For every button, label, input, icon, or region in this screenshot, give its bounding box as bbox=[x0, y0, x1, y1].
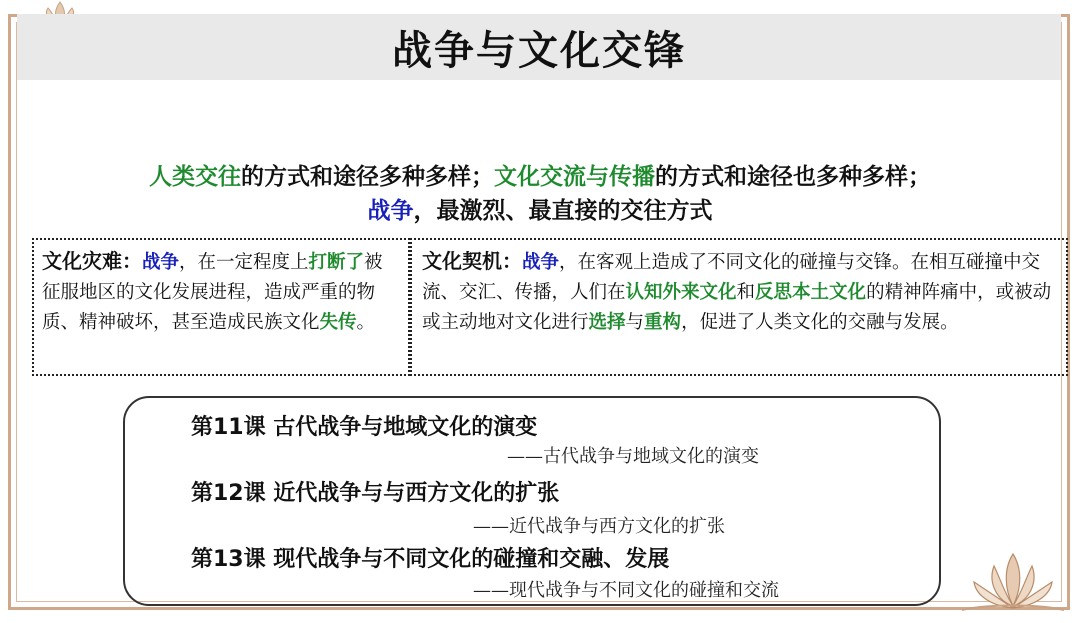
intro-line-1 bbox=[20, 160, 1060, 194]
highlight-term: 重构 bbox=[644, 312, 682, 333]
lesson-title: 第13课 现代战争与不同文化的碰撞和交融、发展 bbox=[191, 547, 670, 572]
intro-phrase: 文化交流与传播 bbox=[494, 164, 655, 190]
box-text: 的精神阵痛中，或被动或主动地对文化进行 bbox=[422, 282, 1052, 333]
box-heading: 文化契机： bbox=[422, 249, 522, 273]
box-text: ，在一定程度上 bbox=[179, 252, 309, 273]
box-text: 与 bbox=[625, 312, 645, 333]
lesson-subtitle: ——现代战争与不同文化的碰撞和交流 bbox=[473, 580, 779, 601]
intro-phrase: ，最激烈、最直接的交往方式 bbox=[413, 198, 713, 224]
lesson-title: 第12课 近代战争与与西方文化的扩张 bbox=[191, 481, 560, 506]
cultural-disaster-box bbox=[32, 238, 410, 376]
keyword-war: 战争 bbox=[522, 252, 560, 273]
highlight-term: 认知外来文化 bbox=[625, 282, 737, 303]
highlight-term: 反思本土文化 bbox=[755, 282, 867, 303]
lesson-subtitle: ——近代战争与西方文化的扩张 bbox=[473, 516, 725, 537]
intro-phrase: 战争 bbox=[367, 198, 414, 224]
intro-phrase: 的方式和途径多种多样； bbox=[241, 164, 494, 190]
intro-paragraph bbox=[20, 160, 1060, 228]
cultural-opportunity-box bbox=[410, 238, 1068, 376]
lotus-flower-icon bbox=[958, 548, 1068, 618]
highlight-term: 失传 bbox=[319, 312, 357, 333]
box-text: 被征服地区的文化发展进程，造成严重的物质、精神破坏，甚至造成民族文化 bbox=[42, 252, 383, 333]
box-text: 。 bbox=[356, 312, 376, 333]
box-text: ，促进了人类文化的交融与发展。 bbox=[681, 312, 959, 333]
lesson-subtitle: ——古代战争与地域文化的演变 bbox=[507, 446, 759, 467]
intro-phrase: 人类交往 bbox=[149, 164, 241, 190]
lesson-title: 第11课 古代战争与地域文化的演变 bbox=[191, 415, 538, 440]
box-heading: 文化灾难： bbox=[42, 249, 142, 273]
highlight-term: 打断了 bbox=[308, 252, 365, 273]
box-text: 和 bbox=[736, 282, 756, 303]
page-title: 战争与文化交锋 bbox=[392, 27, 686, 74]
intro-line-2 bbox=[20, 194, 1060, 228]
box-text: ，在客观上造成了不同文化的碰撞与交锋。在相互碰撞中交流、交汇、传播，人们在 bbox=[422, 252, 1041, 303]
highlight-term: 选择 bbox=[588, 312, 626, 333]
intro-phrase: 的方式和途径也多种多样； bbox=[655, 164, 931, 190]
title-band bbox=[17, 14, 1061, 80]
lesson-list bbox=[123, 396, 941, 606]
keyword-war: 战争 bbox=[142, 252, 180, 273]
